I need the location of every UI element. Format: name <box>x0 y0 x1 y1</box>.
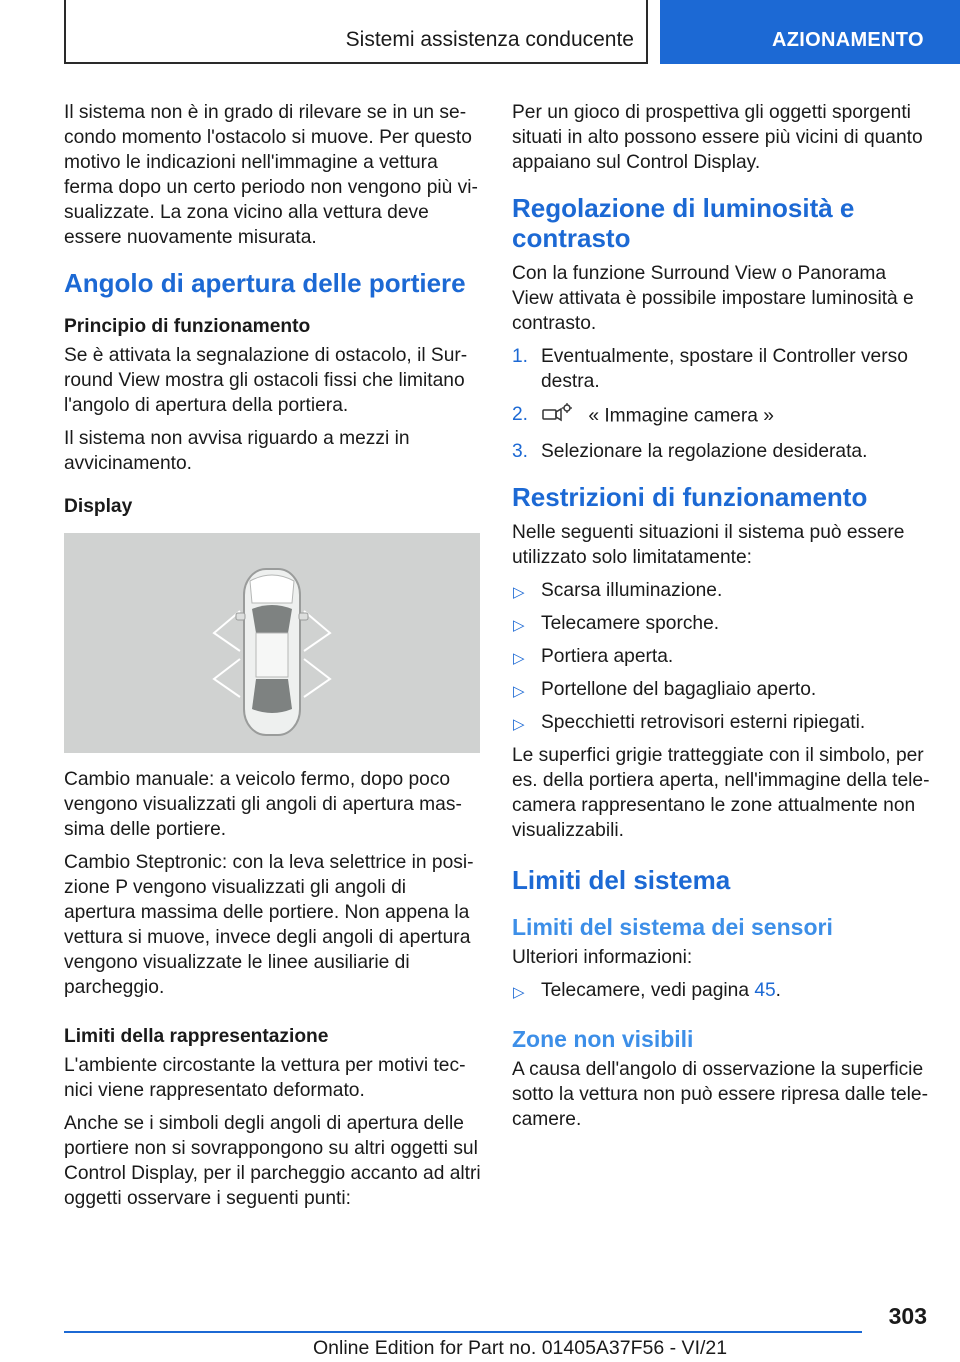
step-item <box>512 439 930 464</box>
list-item-end: . <box>775 980 782 1001</box>
brightness-steps-list <box>512 344 930 464</box>
heading-hidden-zones: Zone non visibili <box>512 1026 694 1052</box>
step-text: Selezionare la regolazione desiderata. <box>541 441 868 462</box>
more-info-paragraph: Ulteriori informazioni: <box>512 947 693 968</box>
heading-representation-limits: Limiti della rappresentazione <box>64 1026 329 1047</box>
triangle-right-icon: ▷ <box>513 716 525 733</box>
triangle-right-icon: ▷ <box>513 984 525 1001</box>
header-section-title: Sistemi assistenza conducente <box>345 28 634 51</box>
heading-display: Display <box>64 496 133 517</box>
car-top-view-icon <box>64 533 480 753</box>
list-item <box>512 578 930 603</box>
brightness-paragraph: Con la funzione Surround View o Panorama View attivata è possibile impostare luminosità e contrasto. <box>512 263 914 334</box>
intro-paragraph: Il sistema non è in grado di rilevare se in un secondo momento l'ostacolo si muove. Per questo motivo le indicazioni nell'immagine a vettura ferma dopo un certo periodo non vengono più visualizzate. La zona vicino alla vettura deve essere nuovamente misurata. <box>64 102 478 248</box>
heading-door-angle: Angolo di apertura delle portiere <box>64 268 466 298</box>
triangle-right-icon: ▷ <box>513 584 525 601</box>
heading-brightness-contrast: Regolazione di luminosità e contrasto <box>512 193 855 253</box>
restrictions-paragraph: Nelle seguenti situazioni il sistema può essere utilizzato solo limitatamente: <box>512 522 905 568</box>
list-item <box>512 644 930 669</box>
perspective-paragraph: Per un gioco di prospettiva gli oggetti sporgenti situati in alto possono essere più vicini di quanto appaiano sul Control Display. <box>512 102 923 173</box>
list-item-text: Specchietti retrovisori esterni ripiegati. <box>541 712 866 733</box>
step-number: 3. <box>512 441 529 462</box>
step-number: 2. <box>512 404 529 425</box>
car-door-angle-illustration <box>64 533 480 753</box>
heading-sensor-limits: Limiti del sistema dei sensori <box>512 914 833 940</box>
heading-principle: Principio di funzionamento <box>64 316 311 337</box>
page-number: 303 <box>888 1303 927 1329</box>
step-text: « Immagine camera » <box>588 405 774 427</box>
list-item <box>512 677 930 702</box>
camera-settings-icon <box>541 402 573 431</box>
triangle-right-icon: ▷ <box>513 650 525 667</box>
left-column <box>64 100 482 1219</box>
representation-paragraph-1: L'ambiente circostante la vettura per motivi tecnici viene rappresentato deformato. <box>64 1055 466 1101</box>
header-section-box <box>64 0 648 64</box>
header-chapter-tab <box>660 0 960 64</box>
manual-gearbox-paragraph: Cambio manuale: a veicolo fermo, dopo poco vengono visualizzati gli angoli di apertura massima delle portiere. <box>64 769 462 840</box>
step-text: Eventualmente, spostare il Controller verso destra. <box>541 346 908 392</box>
representation-paragraph-2: Anche se i simboli degli angoli di apertura delle portiere non si sovrappongono su altri oggetti sul Control Display, per il parcheggio accanto ad altri oggetti osservare i seguenti punti: <box>64 1113 481 1209</box>
list-item <box>512 710 930 735</box>
heading-restrictions: Restrizioni di funzionamento <box>512 482 868 512</box>
triangle-right-icon: ▷ <box>513 617 525 634</box>
list-item-text: Portiera aperta. <box>541 646 674 667</box>
list-item-text: Telecamere, vedi pagina <box>541 980 755 1001</box>
steptronic-paragraph: Cambio Steptronic: con la leva selettrice in posizione P vengono visualizzati gli angoli di apertura massima delle portiere. Non appena la vettura si muove, invece degli angoli di apertura vengono visualizzate le linee ausiliarie di parcheggio. <box>64 852 474 998</box>
hidden-zones-paragraph: A causa dell'angolo di osservazione la superficie sotto la vettura non può essere ripresa dalle telecamere. <box>512 1059 928 1130</box>
grey-areas-paragraph: Le superfici grigie tratteggiate con il simbolo, per es. della portiera aperta, nell'immagine della telecamera rappresentano le zone attualmente non visualizzabili. <box>512 745 930 841</box>
principle-paragraph-1: Se è attivata la segnalazione di ostacolo, il Surround View mostra gli ostacoli fissi che limitano l'angolo di apertura della portiera. <box>64 345 468 416</box>
header-chapter-title: AZIONAMENTO <box>772 29 924 51</box>
page-link-45[interactable]: 45 <box>754 980 776 1001</box>
step-number: 1. <box>512 346 529 367</box>
principle-paragraph-2: Il sistema non avvisa riguardo a mezzi in avvicinamento. <box>64 428 410 474</box>
more-info-list <box>512 978 930 1003</box>
restrictions-list <box>512 578 930 735</box>
door-angle-lines-right <box>304 611 330 697</box>
step-item <box>512 402 930 431</box>
door-angle-lines-left <box>214 611 240 697</box>
step-item <box>512 344 930 394</box>
list-item-text: Portellone del bagagliaio aperto. <box>541 679 817 700</box>
footer-divider <box>64 1331 862 1333</box>
right-column <box>512 100 930 1140</box>
list-item-text: Telecamere sporche. <box>541 613 720 634</box>
list-item-text: Scarsa illuminazione. <box>541 580 723 601</box>
heading-system-limits: Limiti del sistema <box>512 865 731 895</box>
list-item <box>512 611 930 636</box>
triangle-right-icon: ▷ <box>513 683 525 700</box>
list-item <box>512 978 930 1003</box>
edition-note: Online Edition for Part no. 01405A37F56 - VI/21 <box>313 1337 728 1359</box>
